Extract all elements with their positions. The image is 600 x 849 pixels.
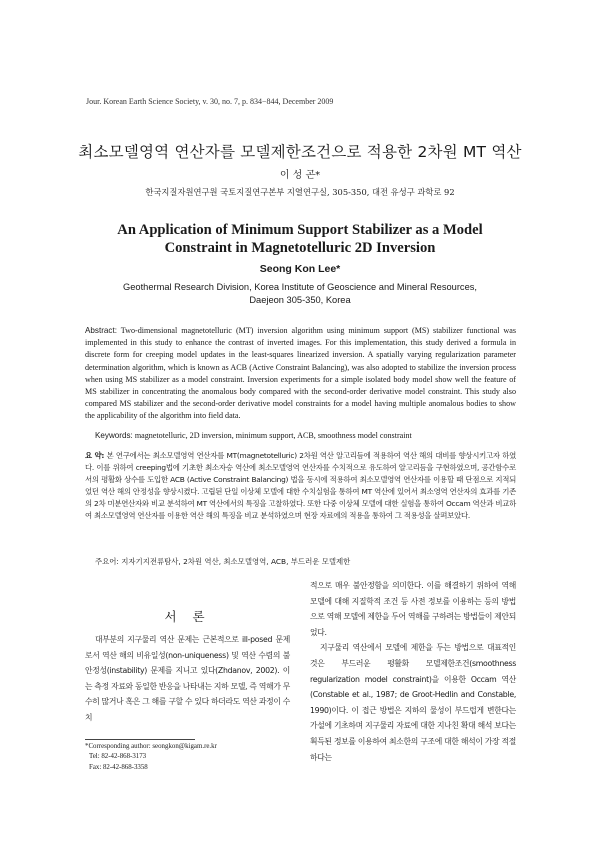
keywords <box>95 431 515 440</box>
keywords-label: Keywords: <box>95 431 133 440</box>
korean-keywords-text: 지자기지전류탐사, 2차원 역산, 최소모델영역, ACB, 부드러운 모델제한 <box>121 557 351 566</box>
section-heading-introduction: 서 론 <box>164 609 211 624</box>
korean-keywords-label: 주요어: <box>95 557 119 566</box>
keywords-text: magnetotelluric, 2D inversion, minimum support, ACB, smoothness model constraint <box>134 431 412 440</box>
abstract <box>85 325 516 423</box>
footnote-fax: Fax: 82-42-868-3358 <box>89 763 148 771</box>
footnote-tel: Tel: 82-42-868-3173 <box>89 753 147 761</box>
body-paragraph: 적으로 매우 불안정함을 의미한다. 이를 해결하기 위하여 역해 모델에 대해 지질학적 조건 등 사전 정보를 이용하는 등의 방법으로 역해 모델에 제한을 두어 역해를 구하려는 방법들이 제안되었다. <box>310 581 516 637</box>
korean-keywords <box>95 556 515 567</box>
body-column-right <box>310 578 516 765</box>
korean-abstract <box>85 450 516 523</box>
korean-abstract-text: 본 연구에서는 최소모델영역 연산자를 MT(magnetotelluric) 2차원 역산 알고리듬에 적용하여 역산 해의 대비를 향상시키고자 하였다. 이를 위하여 creeping법에 기초한 최소자승 역산에 최소모델영역 연산자를 수치적으로 유도하여 알고리듬을 구현하였으며, 공간함수로서의 평활화 상수를 도입한 ACB (Active Constraint Balancing) 법을 동시에 적용하여 최소모델영역 연산자를 이용할 때 단점으로 지적되었던 역산 해의 안정성을 향상시켰다. 고립된 단일 이상체 모델에 대한 수치실험을 통하여 MT 역산에 있어서 최소영역 연산자의 효과를 기존의 2차 미분연산자와 비교 분석하여 MT 역산에서의 특징을 고찰하였다. 또한 다중 이상체 모델에 대한 실험을 통하여 Occam 역산과 비교하여 최소모델영역 연산자를 이용한 역산 해의 특징을 비교 분석하였으며 현장 자료에의 적용을 통하여 그 적용성을 살펴보았다. <box>85 451 516 521</box>
english-affiliation-line-2: Daejeon 305-350, Korea <box>249 295 351 305</box>
korean-title: 최소모델영역 연산자를 모델제한조건으로 적용한 2차원 MT 역산 <box>78 143 522 161</box>
english-title <box>0 221 600 257</box>
abstract-text: Two-dimensional magnetotelluric (MT) inversion algorithm using minimum support (MS) stabilizer functional was implemented in this study to enhance the contrast of inverted images. For this implementation, this study derived a formula in discrete form for creeping model updates in the least-squares linearized inversion. A spatially varying regularization parameter determination algorithm, which is known as ACB (Active Constraint Balancing), was also adopted to stabilize the inversion process when using MS stabilizer as a model constraint. Inversion experiments for a simple isolated body model show well the feature of MS stabilizer in concentrating the anomalous body compared with the second-order derivative model constraint. This study also compared MS stabilizer and the second-order derivative model constraints for a model having multiple anomalous bodies to show the applicability of the algorithm into field data. <box>85 326 516 421</box>
journal-citation: Jour. Korean Earth Science Society, v. 30, no. 7, p. 834−844, December 2009 <box>86 97 334 106</box>
abstract-label: Abstract: <box>85 326 117 335</box>
body-paragraph: 지구물리 역산에서 모델에 제한을 두는 방법으로 대표적인 것은 부드러운 평활화 모델제한조건(smoothness regularization model constraint)을 이용한 Occam 역산(Constable et al., 1987; de Groot-Hedlin and Constable, 1990)이다. 이 접근 방법은 지하의 물성이 부드럽게 변한다는 가설에 기초하며 지구물리 자료에 대한 지나친 확대 해석 보다는 획득된 정보를 이용하여 최소한의 구조에 대한 해석이 가장 적절하다는 <box>310 643 516 762</box>
english-author: Seong Kon Lee* <box>259 263 341 275</box>
english-affiliation <box>0 281 600 307</box>
korean-abstract-label: 요 약: <box>85 451 105 460</box>
body-column-left <box>85 632 290 726</box>
korean-affiliation: 한국지질자원연구원 국토지질연구본부 지열연구실, 305-350, 대전 유성구 과학로 92 <box>145 187 455 197</box>
english-title-line-1: An Application of Minimum Support Stabilizer as a Model <box>117 222 483 238</box>
footnote <box>85 742 290 773</box>
body-paragraph: 대부분의 지구물리 역산 문제는 근본적으로 ill-posed 문제로서 역산 해의 비유일성(non-uniqueness) 및 역산 수렴의 불안정성(instability) 문제를 지니고 있다(Zhdanov, 2002). 이는 측정 자료와 동일한 반응을 나타내는 지하 모델, 즉 역해가 무수히 많거나 혹은 그 해를 구할 수 있다 하더라도 역산 과정이 수치 <box>85 635 290 722</box>
footnote-divider <box>85 739 195 740</box>
english-affiliation-line-1: Geothermal Research Division, Korea Institute of Geoscience and Mineral Resources, <box>123 282 477 292</box>
footnote-email: *Corresponding author: seongkon@kigam.re.kr <box>85 743 217 750</box>
korean-author: 이 성 곤* <box>279 170 321 181</box>
english-title-line-2: Constraint in Magnetotelluric 2D Inversion <box>164 240 436 256</box>
